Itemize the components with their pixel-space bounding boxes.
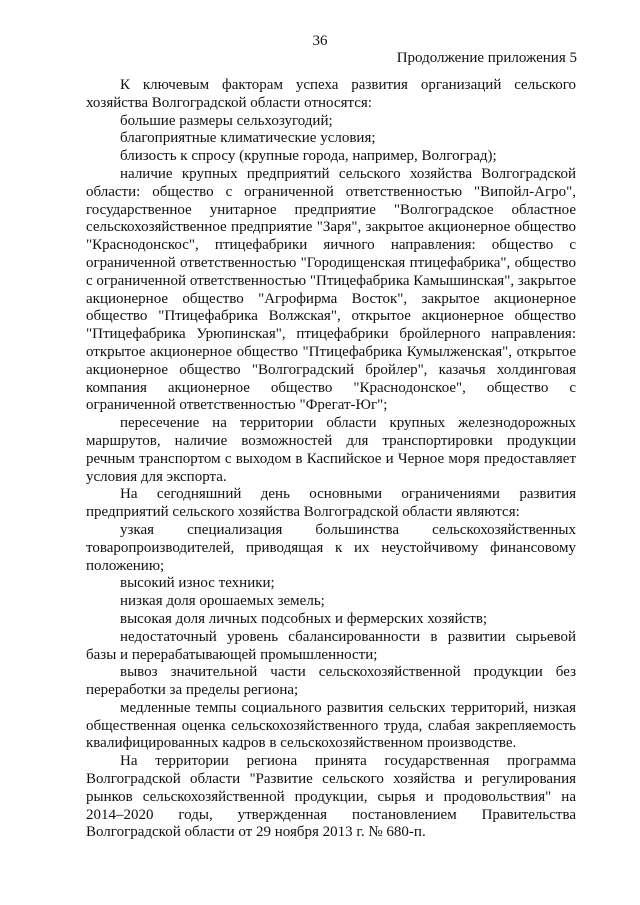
paragraph-limit-irrigation: низкая доля орошаемых земель;	[120, 593, 325, 610]
paragraph-intro-limitations: На сегодняшний день основными ограничениями развития предприятий сельского хозяйства Волгоградской области являются:	[86, 486, 576, 521]
paragraph-intro-success-factors: К ключевым факторам успеха развития организаций сельского хозяйства Волгоградской области относятся:	[86, 77, 576, 111]
appendix-continuation-label: Продолжение приложения 5	[396, 50, 577, 66]
paragraph-factor-transport: пересечение на территории области крупных железнодорожных маршрутов, наличие возможностей для транспортировки продукции речным транспортом с выходом в Каспийское и Черное моря предоставляет условия для экспорта.	[86, 415, 576, 485]
document-body	[86, 77, 576, 842]
paragraph-factor-demand: близость к спросу (крупные города, например, Волгоград);	[120, 148, 497, 165]
page-number: 36	[312, 33, 328, 49]
paragraph-limit-social: медленные темпы социального развития сельских территорий, низкая общественная оценка сельскохозяйственного труда, слабая закрепляемость квалифицированных кадров в сельскохозяйственном производстве.	[86, 699, 576, 752]
paragraph-limit-equipment: высокий износ техники;	[120, 575, 275, 592]
paragraph-limit-specialization: узкая специализация большинства сельскохозяйственных товаропроизводителей, приводящая к их неустойчивому финансовому положению;	[86, 521, 576, 574]
paragraph-factor-climate: благоприятные климатические условия;	[120, 130, 376, 147]
paragraph-limit-private-farms: высокая доля личных подсобных и фермерских хозяйств;	[120, 610, 488, 627]
paragraph-factor-enterprises: наличие крупных предприятий сельского хозяйства Волгоградской области: общество с ограниченной ответственностью "Випойл-Агро", государственное унитарное предприятие "Волгоградское областное сельскохозяйственное предприятие "Заря", закрытое акционерное общество "Краснодонскос", птицефабрики яичного направления: общество с ограниченной ответственностью "Городищенская птицефабрика", общество с ограниченной ответственностью "Птицефабрика Камышинская", закрытое акционерное общество "Агрофирма Восток", закрытое акционерное общество "Птицефабрика Волжская", открытое акционерное общество "Птицефабрика Урюпинская", птицефабрики бройлерного направления: открытое акционерное общество "Птицефабрика Кумылженская", открытое акционерное общество "Волгоградский бройлер", казачья холдинговая компания акционерное общество "Краснодонское", общество с ограниченной ответственностью "Фрегат-Юг";	[86, 165, 576, 414]
paragraph-limit-export-raw: вывоз значительной части сельскохозяйственной продукции без переработки за пределы региона;	[86, 664, 576, 699]
paragraph-factor-land: большие размеры сельхозугодий;	[120, 112, 333, 129]
paragraph-state-program: На территории региона принята государственная программа Волгоградской области "Развитие сельского хозяйства и регулирования рынков сельскохозяйственной продукции, сырья и продовольствия" на 2014–2020 годы, утвержденная постановлением Правительства Волгоградской области от 29 ноября 2013 г. № 680-п.	[86, 753, 576, 841]
paragraph-limit-balance: недостаточный уровень сбалансированности в развитии сырьевой базы и перерабатывающей промышленности;	[86, 628, 576, 663]
